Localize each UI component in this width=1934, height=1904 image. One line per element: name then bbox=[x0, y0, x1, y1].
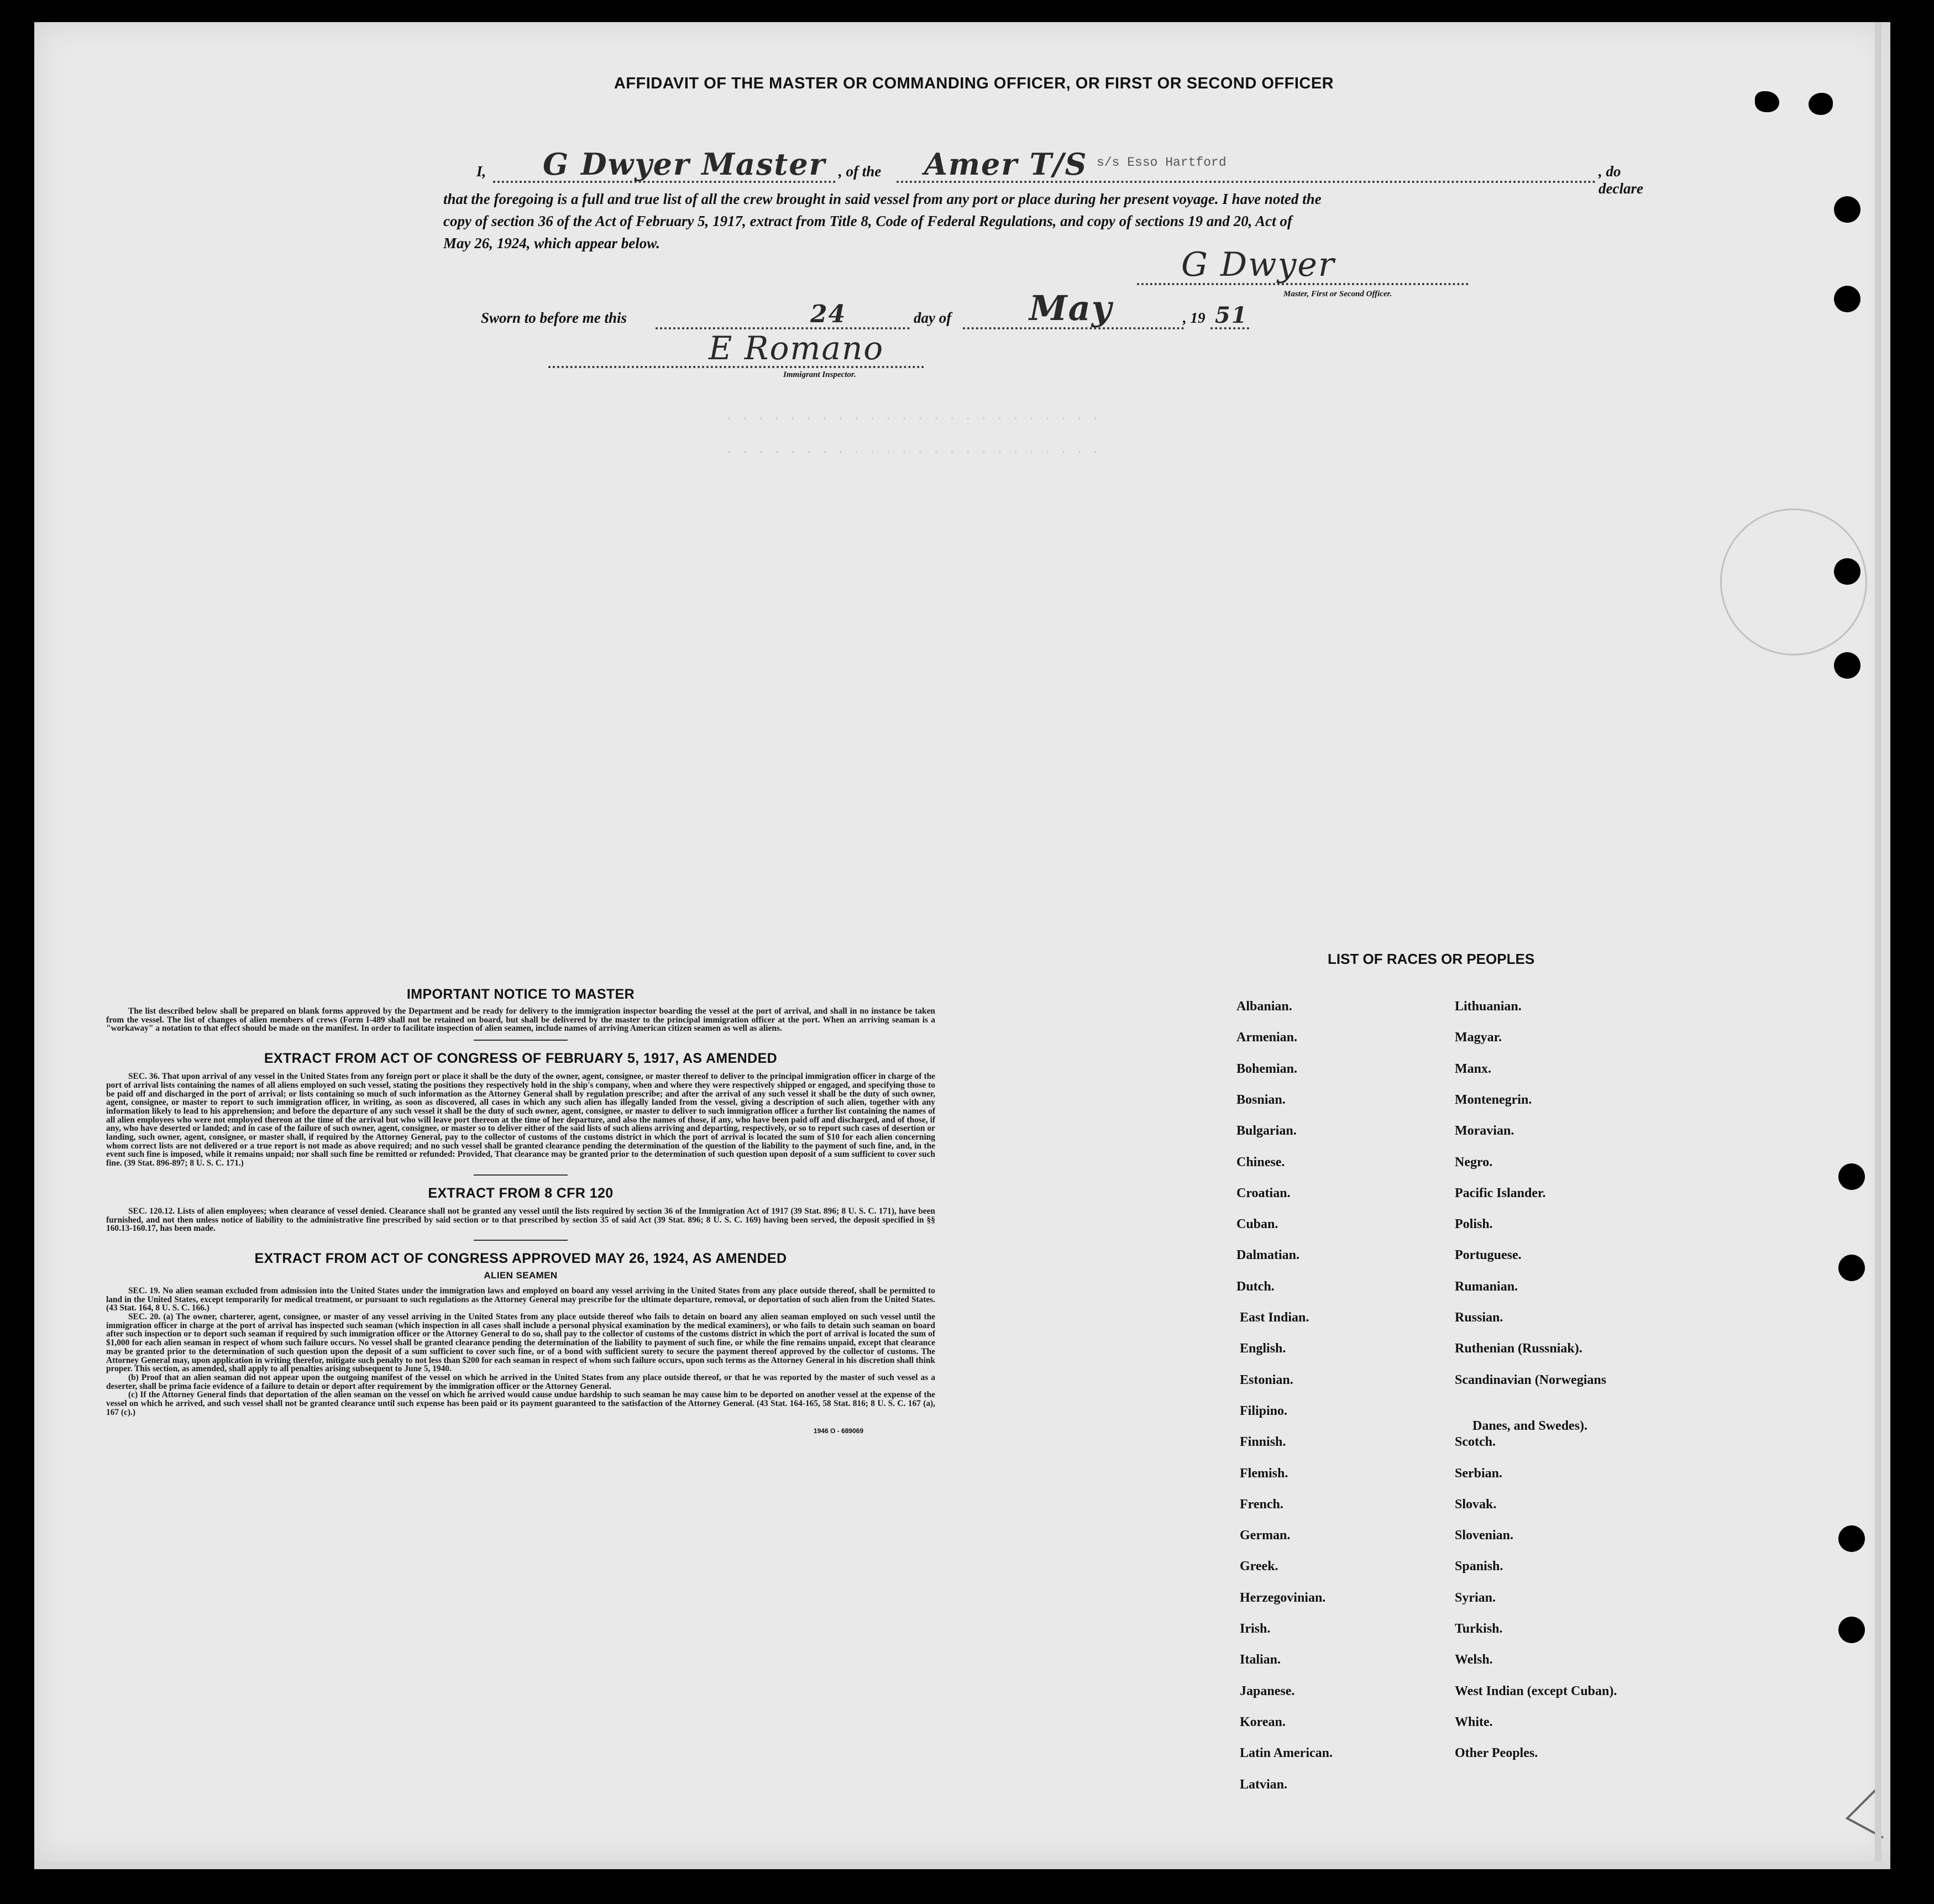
race-item: Lithuanian. bbox=[1455, 999, 1522, 1014]
month-handwritten: May bbox=[1029, 288, 1113, 328]
divider bbox=[474, 1040, 568, 1041]
affidavit-declaration-line bbox=[476, 146, 1643, 197]
race-item: Polish. bbox=[1455, 1217, 1493, 1232]
punch-hole bbox=[1838, 1617, 1865, 1643]
extract-1924-subtitle: ALIEN SEAMEN bbox=[484, 1270, 558, 1281]
race-item: Bohemian. bbox=[1236, 1061, 1298, 1076]
race-item: Korean. bbox=[1240, 1714, 1286, 1729]
extract-1917-title: EXTRACT FROM ACT OF CONGRESS OF FEBRUARY 5, 1917, AS AMENDED bbox=[264, 1051, 778, 1067]
race-item: Danes, and Swedes). bbox=[1472, 1418, 1588, 1433]
race-item: Dalmatian. bbox=[1236, 1248, 1299, 1263]
affidavit-line-2: that the foregoing is a full and true list of all the crew brought in said vessel from any port or place during her present voyage. I have noted the bbox=[443, 191, 1322, 207]
bleed-through-text: . . . . . . . . . . . . . . . . . . . . . . . . bbox=[725, 442, 1099, 457]
race-item: Turkish. bbox=[1455, 1622, 1503, 1636]
race-item: Filipino. bbox=[1240, 1403, 1288, 1418]
race-item: Magyar. bbox=[1455, 1030, 1502, 1045]
race-item: Negro. bbox=[1455, 1155, 1493, 1169]
lead-i: I, bbox=[476, 163, 486, 180]
race-item: Pacific Islander. bbox=[1455, 1186, 1546, 1200]
punch-hole bbox=[1834, 652, 1860, 679]
extract-1917-text: SEC. 36. That upon arrival of any vessel in the United States from any foreign port or place it shall be the duty of the owner, agent, consignee, or master thereof to deliver to the principal immigration officer in charge of the port of arrival lists containing the names of all aliens employed on such vessel, stating the positions they respectively hold in the ship's company, when and where they were respectively shipped or engaged, and specifying those to be paid off and discharged in the port of arrival; or lists containing so much of such information as the Attorney General shall by regulation prescribe; and after the arrival of any such vessel it shall be the duty of such owner, agent, consignee, or master to report to such immigration officer, in writing, as soon as discovered, all cases in which any such alien has illegally landed from the vessel, giving a description of such alien, together with any information likely to lead to his apprehension; and before the departure of any such vessel it shall be the duty of such owner, agent, consignee, or master to deliver to such immigration officer a further list containing the names of all alien employees who were not employed thereon at the time of the arrival but who will leave port thereon at the time of her departure, and also the names of those, if any, who have been paid off and discharged, and of those, if any, who have deserted or landed; and in case of the failure of such owner, agent, consignee, or master so to deliver either of the said lists of such aliens arriving and departing, respectively, or so to report such cases of desertion or landing, such owner, agent, consignee, or master shall, if required by the Attorney General, pay to the collector of customs of the customs district in which the port of arrival is located the sum of $10 for each alien concerning whom correct lists are not delivered or a true report is not made as above required; and no such vessel shall be granted clearance pending the determination of the question of the liability to the payment of such fine, and, in the event such fine is imposed, while it remains unpaid; nor shall such fine be remitted or refunded: Provided, That clearance may be granted prior to the determination of such question upon deposit of a sum sufficient to cover such fine. (39 Stat. 896-897; 8 U. S. C. 171.) bbox=[106, 1072, 935, 1168]
punch-hole bbox=[1834, 286, 1860, 312]
race-item: Irish. bbox=[1240, 1622, 1271, 1636]
race-item: Latvian. bbox=[1240, 1777, 1288, 1792]
race-item: Greek. bbox=[1240, 1559, 1278, 1574]
notice-column bbox=[106, 987, 935, 1435]
year-handwritten: 51 bbox=[1215, 302, 1248, 328]
race-item: Slovenian. bbox=[1455, 1528, 1514, 1543]
month-blank bbox=[963, 288, 1184, 329]
divider bbox=[474, 1174, 568, 1176]
extract-1924-title: EXTRACT FROM ACT OF CONGRESS APPROVED MAY 26, 1924, AS AMENDED bbox=[254, 1250, 787, 1266]
corner-fold-mark bbox=[1842, 1780, 1890, 1840]
document-page bbox=[34, 22, 1890, 1863]
race-item: Rumanian. bbox=[1455, 1279, 1518, 1294]
master-signature-caption: Master, First or Second Officer. bbox=[1283, 290, 1392, 298]
race-item: English. bbox=[1240, 1341, 1286, 1356]
race-item: Latin American. bbox=[1240, 1746, 1333, 1761]
extract-cfr-title: EXTRACT FROM 8 CFR 120 bbox=[428, 1185, 614, 1201]
punch-hole-torn bbox=[1755, 91, 1779, 112]
notice-text: The list described below shall be prepared on blank forms approved by the Department and be ready for delivery to the immigration inspector boarding the vessel at the port of arrival, and shall in no instance be taken from the vessel. The list of changes of alien members of crews (Form I-489 shall not be retained on board, but shall be delivered by the master to the principal immigration officer at the port. When an arriving seaman is a "workaway" a notation to that effect should be made on the manifest. In order to facilitate inspection of alien seamen, include names of arriving American citizen seamen as well as aliens. bbox=[106, 1006, 935, 1034]
extract-1924-sec20a: SEC. 20. (a) The owner, charterer, agent, consignee, or master of any vessel arriving in the United States from any place outside thereof who fails to detain on board any alien seaman employed on such vessel until the immigration officer in charge at the port of arrival has inspected such seaman (which inspection in all cases shall include a personal physical examination by the medical examiners), or who fails to detain such seaman on board after such inspection or to deport such seaman if required by such immigration officer or the Attorney General to do so, shall pay to the collector of customs of the customs district in which the port of arrival is located the sum of $1,000 for each alien seaman in respect of whom such failure occurs. No vessel shall be granted clearance pending the determination of the liability to payment of such fine, or while the fine remains unpaid, except that clearance may be granted prior to the determination of such question upon the deposit of a sum sufficient to cover such fine, or of a bond with sufficient surety to secure the payment thereof approved by the collector of customs. The Attorney General may, upon application in writing therefor, mitigate such penalty to not less than $200 for each seaman in respect of whom such failure occurs, upon such terms as the Attorney General in his discretion shall think proper. This section, as amended, shall apply to all penalties arising subsequent to June 5, 1940. bbox=[106, 1312, 935, 1374]
race-item: Estonian. bbox=[1240, 1372, 1293, 1387]
sworn-label: Sworn to before me this bbox=[481, 310, 627, 326]
page-edge-right bbox=[1875, 22, 1881, 1863]
year-blank bbox=[1210, 302, 1249, 329]
affidavit-title: AFFIDAVIT OF THE MASTER OR COMMANDING OFFICER, OR FIRST OR SECOND OFFICER bbox=[614, 75, 1334, 92]
master-signature-line bbox=[1137, 245, 1469, 285]
extract-cfr-text: SEC. 120.12. Lists of alien employees; when clearance of vessel denied. Clearance shall not be granted any vessel until the lists required by section 36 of the Immigration Act of 1917 (39 Stat. 896; 8 U. S. C. 171), have been furnished, and not then unless notice of liability to the administrative fine prescribed by said section or to that prescribed by section 35 of said Act (39 Stat. 896; 8 U. S. C. 169) having been served, the deposit specified in §§ 160.13-160.17, has been made. bbox=[106, 1206, 935, 1234]
affidavit-line-4: May 26, 1924, which appear below. bbox=[443, 235, 661, 251]
vessel-blank bbox=[897, 146, 1596, 183]
extract-1924-sec20c: (c) If the Attorney General finds that deportation of the alien seaman on the vessel on which he arrived would cause undue hardship to such seaman he may cause him to be deported on another vessel at the expense of the vessel on which he arrived, and such vessel shall not be granted clearance until such expense has been paid or its payment guaranteed to the satisfaction of the Attorney General. (43 Stat. 164-165, 58 Stat. 816; 8 U. S. C. 167 (a), 167 (c).) bbox=[106, 1390, 935, 1417]
vessel-nationality-handwritten: Amer T/S bbox=[924, 146, 1088, 182]
day-blank bbox=[656, 300, 910, 329]
punch-hole bbox=[1838, 1163, 1865, 1190]
bleed-through-text: . . . . . . . . . . . . . . . . . . . . . . . . bbox=[725, 409, 1099, 424]
race-item: Japanese. bbox=[1240, 1683, 1295, 1698]
punch-hole bbox=[1834, 558, 1860, 585]
race-item: Russian. bbox=[1455, 1310, 1503, 1325]
race-item: Flemish. bbox=[1240, 1466, 1288, 1481]
page-edge-bottom bbox=[34, 1861, 1890, 1869]
race-item: Spanish. bbox=[1455, 1559, 1503, 1574]
race-item: Chinese. bbox=[1236, 1155, 1285, 1169]
master-signature-handwritten: G Dwyer bbox=[1181, 245, 1335, 284]
race-item: Moravian. bbox=[1455, 1124, 1514, 1139]
race-item: Serbian. bbox=[1455, 1466, 1503, 1481]
race-item: Croatian. bbox=[1236, 1186, 1291, 1200]
race-item: Montenegrin. bbox=[1455, 1092, 1532, 1107]
race-item: Finnish. bbox=[1240, 1435, 1286, 1450]
race-item: German. bbox=[1240, 1528, 1291, 1543]
race-item: White. bbox=[1455, 1714, 1493, 1729]
day-of-label: day of bbox=[914, 310, 952, 326]
notice-title: IMPORTANT NOTICE TO MASTER bbox=[406, 987, 635, 1002]
day-handwritten: 24 bbox=[810, 300, 847, 328]
race-item: French. bbox=[1240, 1497, 1283, 1512]
race-item: Italian. bbox=[1240, 1653, 1281, 1667]
divider bbox=[474, 1240, 568, 1241]
inspector-signature-line bbox=[548, 329, 924, 368]
punch-hole-torn bbox=[1809, 93, 1833, 115]
punch-hole bbox=[1838, 1525, 1865, 1552]
master-name-blank bbox=[493, 146, 836, 183]
race-item: Bulgarian. bbox=[1236, 1124, 1297, 1139]
race-item: Herzegovinian. bbox=[1240, 1590, 1326, 1605]
race-item: Albanian. bbox=[1236, 999, 1292, 1014]
extract-1924-sec19: SEC. 19. No alien seaman excluded from admission into the United States under the immigration laws and employed on board any vessel arriving in the United States from any place outside thereof, shall be permitted to land in the United States, except temporarily for medical treatment, or pursuant to such regulations as the Attorney General may prescribe for the ultimate departure, removal, or deportation of such alien from the United States. (43 Stat. 164, 8 U. S. C. 166.) bbox=[106, 1286, 935, 1313]
race-item: Cuban. bbox=[1236, 1217, 1278, 1232]
race-item: Armenian. bbox=[1236, 1030, 1297, 1045]
print-code: 1946 O - 689069 bbox=[813, 1426, 863, 1435]
extract-1924-sec20b: (b) Proof that an alien seaman did not appear upon the outgoing manifest of the vessel on which he arrived in the United States from any place outside thereof, or that he was reported by the master of such vessel as a deserter, shall be prima facie evidence of a failure to detain or deport after requirement by the immigration officer or the Attorney General. bbox=[106, 1372, 935, 1391]
race-item: Other Peoples. bbox=[1455, 1746, 1538, 1761]
punch-hole bbox=[1838, 1255, 1865, 1281]
race-item: West Indian (except Cuban). bbox=[1455, 1683, 1617, 1698]
year-prefix: , 19 bbox=[1183, 310, 1206, 326]
race-item: Portuguese. bbox=[1455, 1248, 1522, 1263]
race-item: Dutch. bbox=[1236, 1279, 1275, 1294]
of-the-label: , of the bbox=[838, 163, 882, 180]
inspector-caption: Immigrant Inspector. bbox=[783, 370, 856, 379]
vessel-name-typed: s/s Esso Hartford bbox=[1097, 155, 1227, 170]
race-item: Manx. bbox=[1455, 1061, 1491, 1076]
race-item: Slovak. bbox=[1455, 1497, 1497, 1512]
punch-hole bbox=[1834, 196, 1860, 223]
master-name-handwritten: G Dwyer Master bbox=[543, 146, 826, 182]
race-item: Scandinavian (Norwegians bbox=[1455, 1372, 1607, 1387]
do-declare-label: , do declare bbox=[1598, 163, 1643, 197]
inspector-signature-handwritten: E Romano bbox=[709, 329, 884, 367]
affidavit-line-3: copy of section 36 of the Act of February 5, 1917, extract from Title 8, Code of Federal Regulations, and copy of sections 19 and 20, Act of bbox=[443, 213, 1292, 229]
race-item: Syrian. bbox=[1455, 1590, 1496, 1605]
races-title: LIST OF RACES OR PEOPLES bbox=[1328, 951, 1535, 967]
race-item: Welsh. bbox=[1455, 1653, 1493, 1667]
race-item: Ruthenian (Russniak). bbox=[1455, 1341, 1582, 1356]
race-item: Bosnian. bbox=[1236, 1092, 1286, 1107]
race-item: East Indian. bbox=[1240, 1310, 1309, 1325]
race-item: Scotch. bbox=[1455, 1435, 1496, 1450]
